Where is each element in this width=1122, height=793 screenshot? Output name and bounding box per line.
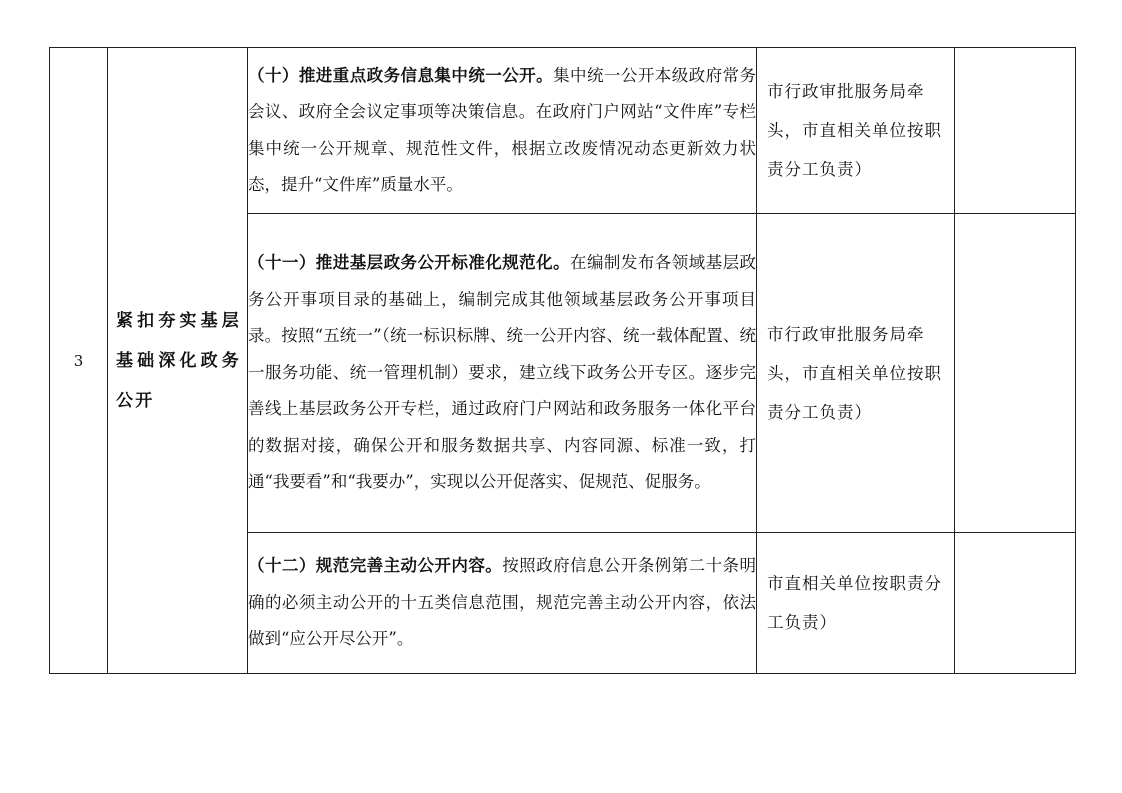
remarks-cell [955, 48, 1076, 214]
responsible-text: 市行政审批服务局牵头，市直相关单位按职责分工负责） [767, 324, 942, 422]
task-body: 按照政府信息公开条例第二十条明确的必须主动公开的十五类信息范围，规范完善主动公开内容，依法做到“应公开尽公开”。 [248, 556, 757, 649]
task-title: （十二）规范完善主动公开内容。 [248, 556, 503, 576]
task-body: 集中统一公开本级政府常务会议、政府全会议定事项等决策信息。在政府门户网站“文件库”专栏集中统一公开规章、规范性文件，根据立改废情况动态更新效力状态，提升“文件库”质量水平。 [248, 65, 757, 194]
task-cell [248, 48, 757, 214]
table-row [50, 48, 1076, 214]
task-title: （十）推进重点政务信息集中统一公开。 [248, 65, 554, 85]
responsible-cell [757, 214, 955, 533]
responsible-text: 市行政审批服务局牵头，市直相关单位按职责分工负责） [767, 82, 942, 179]
remarks-cell [955, 533, 1076, 674]
responsible-cell [757, 48, 955, 214]
category-label: 紧扣夯实基层基础深化政务公开 [116, 310, 241, 411]
row-number: 3 [73, 352, 84, 370]
category-cell [108, 48, 248, 674]
responsible-text: 市直相关单位按职责分工负责） [767, 574, 942, 632]
task-cell [248, 214, 757, 533]
responsible-cell [757, 533, 955, 674]
task-title: （十一）推进基层政务公开标准化规范化。 [248, 253, 571, 273]
task-cell [248, 533, 757, 674]
task-table [49, 47, 1076, 674]
remarks-cell [955, 214, 1076, 533]
row-number-cell [50, 48, 108, 674]
task-body: 在编制发布各领域基层政务公开事项目录的基础上，编制完成其他领域基层政务公开事项目录。按照“五统一”（统一标识标牌、统一公开内容、统一载体配置、统一服务功能、统一管理机制）要求，建立线下政务公开专区。逐步完善线上基层政务公开专栏，通过政府门户网站和政务服务一体化平台的数据对接，确保公开和服务数据共享、内容同源、标准一致，打通“我要看”和“我要办”，实现以公开促落实、促规范、促服务。 [248, 253, 757, 492]
